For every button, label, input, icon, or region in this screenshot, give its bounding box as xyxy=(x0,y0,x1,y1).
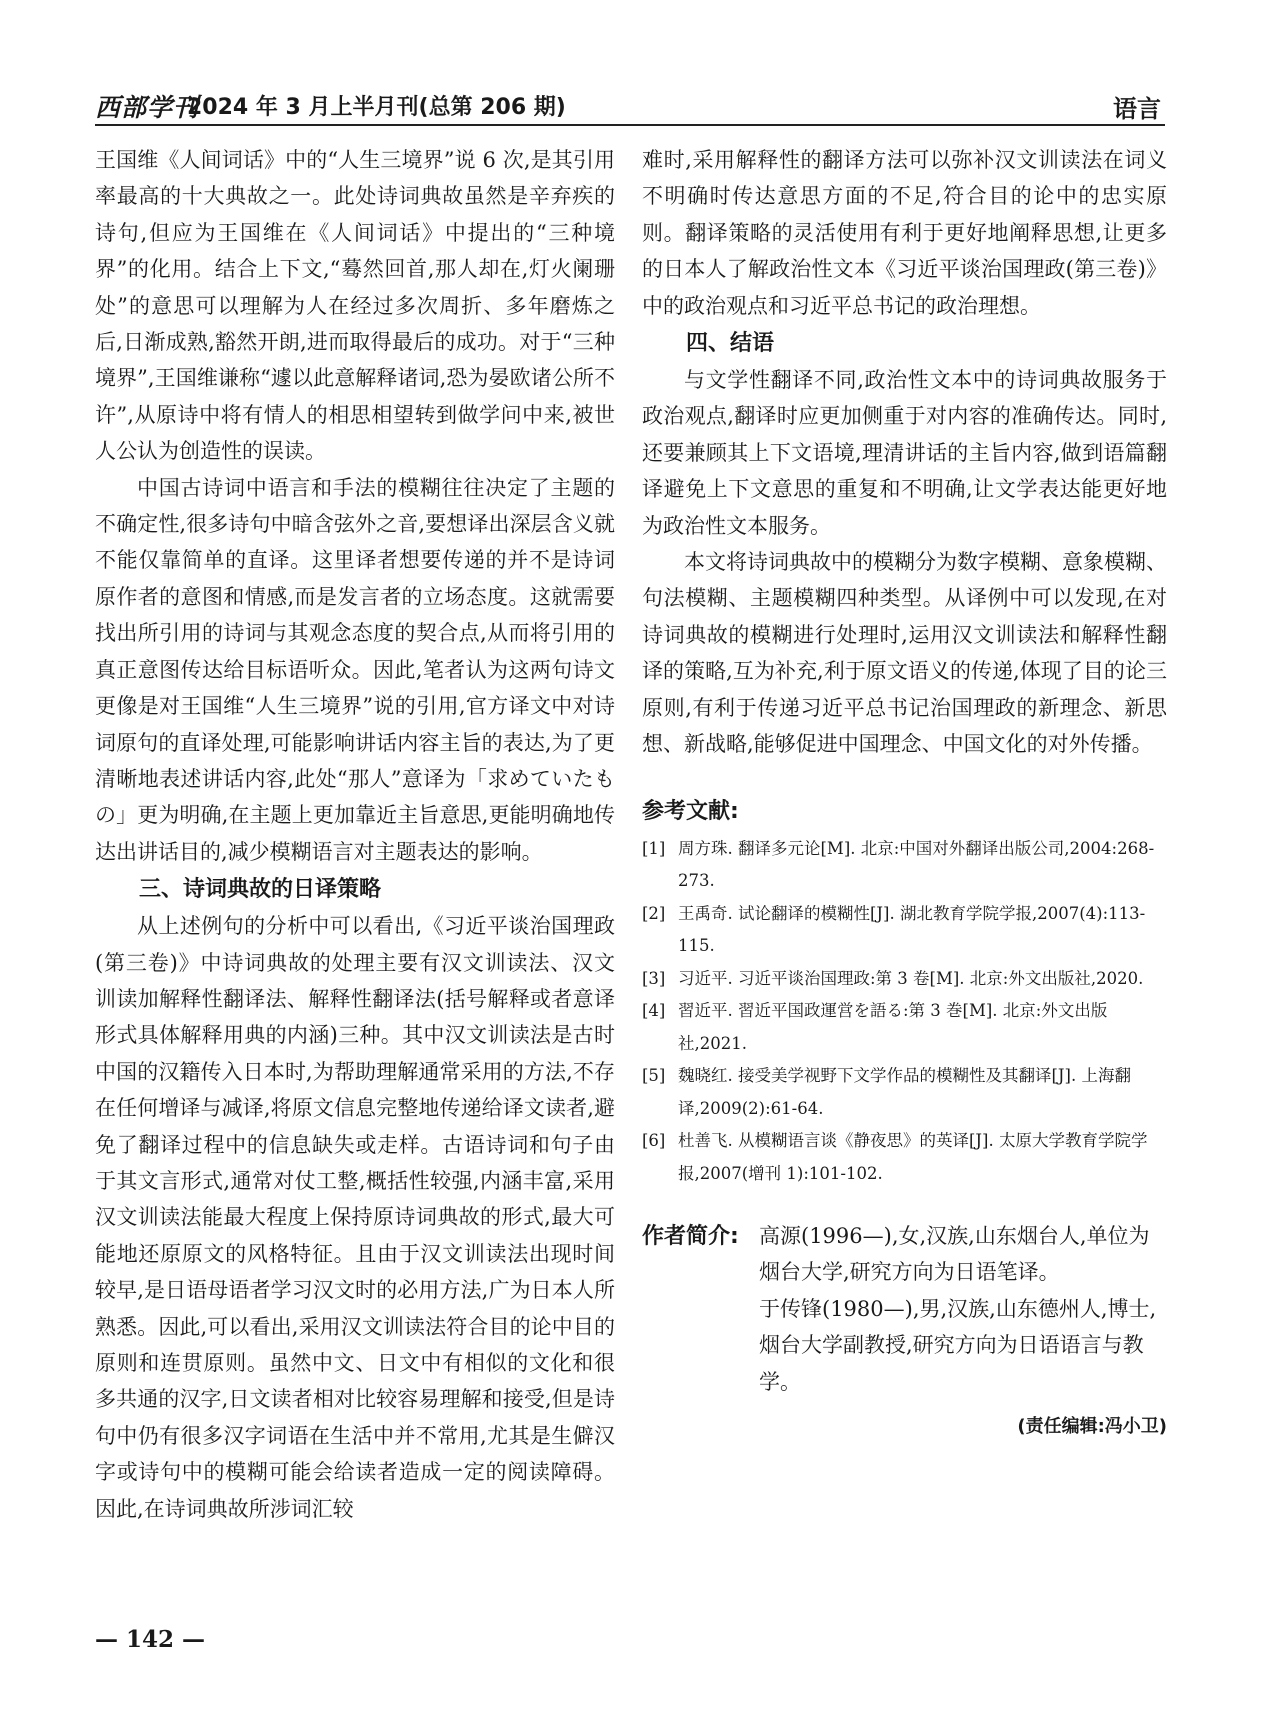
body-paragraph: 难时,采用解释性的翻译方法可以弥补汉文训读法在词义不明确时传达意思方面的不足,符合目的论中的忠实原则。翻译策略的灵活使用有利于更好地阐释思想,让更多的日本人了解政治性文本《习近平谈治国理政(第三卷)》中的政治观点和习近平总书记的政治理想。 xyxy=(642,148,1167,318)
reference-item xyxy=(642,898,1167,963)
author-bio xyxy=(642,1218,1167,1400)
left-column xyxy=(95,142,615,1527)
section-label: 语言 xyxy=(1113,95,1161,123)
issue-info: 2024 年 3 月上半月刊(总第 206 期) xyxy=(187,95,566,120)
reference-item xyxy=(642,1125,1167,1190)
reference-number: [3] xyxy=(642,968,666,988)
body-paragraph: 中国古诗词中语言和手法的模糊往往决定了主题的不确定性,很多诗句中暗含弦外之音,要想译出深层含义就不能仅靠简单的直译。这里译者想要传递的并不是诗词原作者的意图和情感,而是发言者的立场态度。这就需要找出所引用的诗词与其观念态度的契合点,从而将引用的真正意图传达给目标语听众。因此,笔者认为这两句诗文更像是对王国维“人生三境界”说的引用,官方译文中对诗词原句的直译处理,可能影响讲话内容主旨的表达,为了更清晰地表述讲话内容,此处“那人”意译为「求めていたもの」更为明确,在主题上更加靠近主旨意思,更能明确地传达出讲话目的,减少模糊语言对主题表达的影响。 xyxy=(95,475,615,864)
running-header xyxy=(95,80,1165,126)
reference-item xyxy=(642,963,1167,996)
reference-item xyxy=(642,995,1167,1060)
reference-number: [2] xyxy=(642,903,666,923)
references-list xyxy=(642,833,1167,1191)
body-paragraph: 王国维《人间词话》中的“人生三境界”说 6 次,是其引用率最高的十大典故之一。此处诗词典故虽然是辛弃疾的诗句,但应为王国维在《人间词话》中提出的“三种境界”的化用。结合上下文,“蓦然回首,那人却在,灯火阑珊处”的意思可以理解为人在经过多次周折、多年磨炼之后,日渐成熟,豁然开朗,进而取得最后的成功。对于“三种境界”,王国维谦称“遽以此意解释诸词,恐为晏欧诸公所不许”,从原诗中将有情人的相思相望转到做学问中来,被世人公认为创造性的误读。 xyxy=(95,148,615,464)
author-bio-line: 高源(1996—),女,汉族,山东烟台人,单位为烟台大学,研究方向为日语笔译。 xyxy=(759,1224,1150,1285)
section-heading: 三、诗词典故的日译策略 xyxy=(139,877,382,903)
reference-item xyxy=(642,1060,1167,1125)
reference-number: [1] xyxy=(642,838,666,858)
reference-number: [4] xyxy=(642,1001,666,1020)
reference-text: 魏晓红. 接受美学视野下文学作品的模糊性及其翻译[J]. 上海翻译,2009(2):61-64. xyxy=(678,1066,1131,1118)
reference-text: 周方珠. 翻译多元论[M]. 北京:中国对外翻译出版公司,2004:268-273. xyxy=(678,838,1155,890)
responsible-editor: (责任编辑:冯小卫) xyxy=(1017,1416,1167,1438)
section-heading: 四、结语 xyxy=(686,331,775,357)
reference-text: 杜善飞. 从模糊语言谈《静夜思》的英译[J]. 太原大学教育学院学报,2007(增刊 1):101-102. xyxy=(678,1131,1148,1183)
reference-number: [5] xyxy=(642,1066,666,1085)
body-paragraph: 本文将诗词典故中的模糊分为数字模糊、意象模糊、句法模糊、主题模糊四种类型。从译例中可以发现,在对诗词典故的模糊进行处理时,运用汉文训读法和解释性翻译的策略,互为补充,利于原文语义的传递,体现了目的论三原则,有利于传递习近平总书记治国理政的新理念、新思想、新战略,能够促进中国理念、中国文化的对外传播。 xyxy=(642,550,1167,757)
right-column xyxy=(642,142,1167,1438)
author-bio-line: 于传锋(1980—),男,汉族,山东德州人,博士,烟台大学副教授,研究方向为日语语言与教学。 xyxy=(759,1296,1157,1394)
journal-logo: 西部学刊 xyxy=(95,93,200,122)
references-title: 参考文献: xyxy=(642,798,739,824)
reference-number: [6] xyxy=(642,1131,666,1150)
reference-item xyxy=(642,833,1167,898)
reference-text: 習近平. 習近平国政運営を語る:第 3 巻[M]. 北京:外文出版社,2021. xyxy=(678,1001,1108,1053)
body-paragraph: 从上述例句的分析中可以看出,《习近平谈治国理政(第三卷)》中诗词典故的处理主要有汉文训读法、汉文训读加解释性翻译法、解释性翻译法(括号解释或者意译形式具体解释用典的内涵)三种。其中汉文训读法是古时中国的汉籍传入日本时,为帮助理解通常采用的方法,不存在任何增译与减译,将原文信息完整地传递给译文读者,避免了翻译过程中的信息缺失或走样。古语诗词和句子由于其文言形式,通常对仗工整,概括性较强,内涵丰富,采用汉文训读法能最大程度上保持原诗词典故的形式,最大可能地还原原文的风格特征。且由于汉文训读法出现时间较早,是日语母语者学习汉文时的必用方法,广为日本人所熟悉。因此,可以看出,采用汉文训读法符合目的论中目的原则和连贯原则。虽然中文、日文中有相似的文化和很多共通的汉字,日文读者相对比较容易理解和接受,但是诗句中仍有很多汉字词语在生活中并不常用,尤其是生僻汉字或诗句中的模糊可能会给读者造成一定的阅读障碍。因此,在诗词典故所涉词汇较 xyxy=(95,914,615,1521)
page-number: — 142 — xyxy=(95,1626,206,1653)
reference-text: 王禹奇. 试论翻译的模糊性[J]. 湖北教育学院学报,2007(4):113-115. xyxy=(678,903,1146,955)
author-bio-label: 作者简介: xyxy=(642,1224,739,1249)
body-paragraph: 与文学性翻译不同,政治性文本中的诗词典故服务于政治观点,翻译时应更加侧重于对内容的准确传达。同时,还要兼顾其上下文语境,理清讲话的主旨内容,做到语篇翻译避免上下文意思的重复和不明确,让文学表达能更好地为政治性文本服务。 xyxy=(642,368,1167,538)
reference-text: 习近平. 习近平谈治国理政:第 3 卷[M]. 北京:外文出版社,2020. xyxy=(678,968,1144,988)
